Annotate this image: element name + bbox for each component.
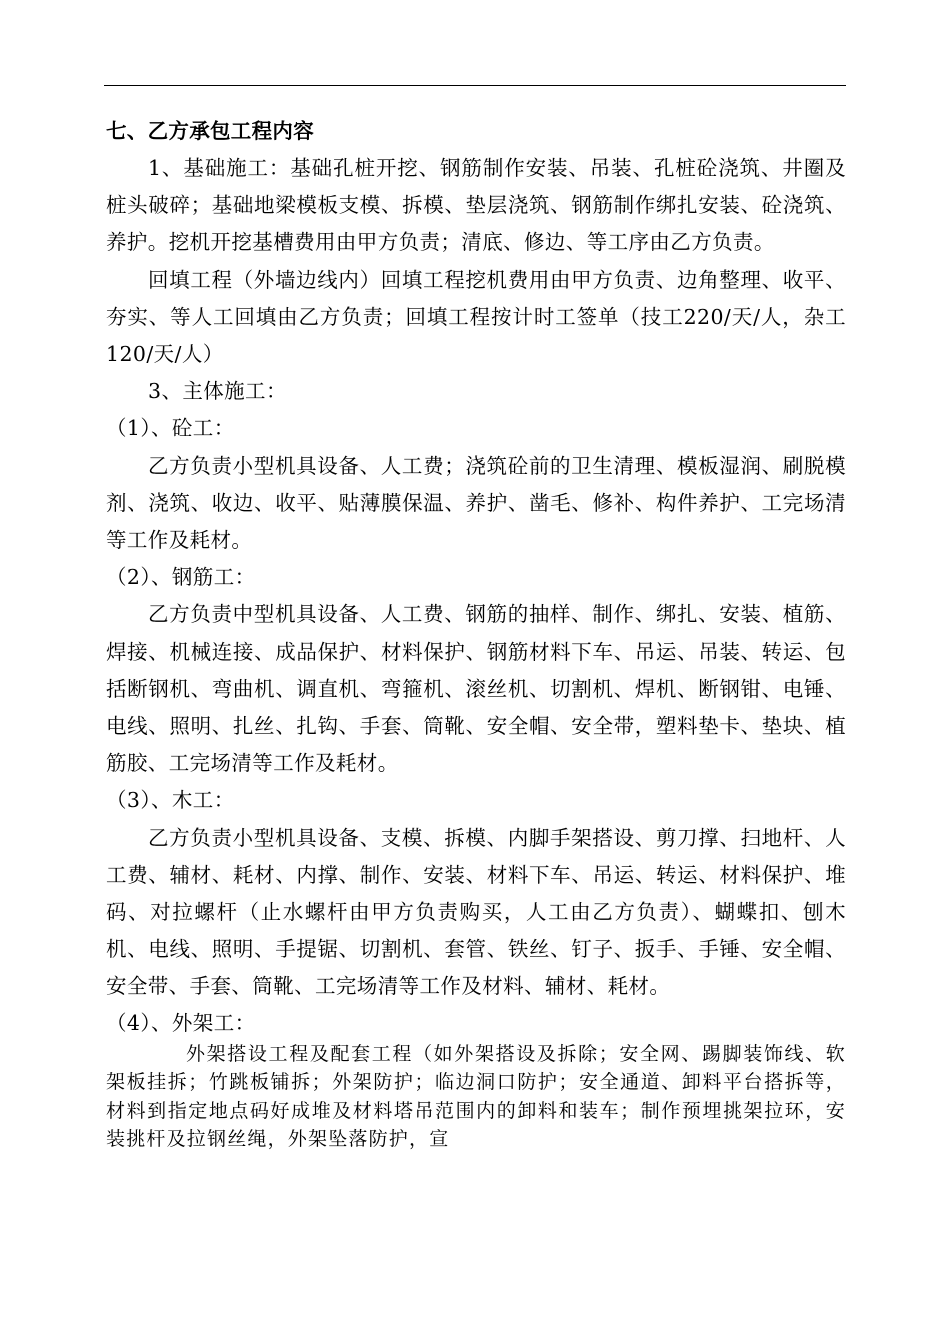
subheading-carpentry: （3）、木工： (106, 788, 235, 813)
section-title: 七、乙方承包工程内容 (106, 119, 314, 143)
paragraph-main-structure: 3、主体施工： (148, 379, 287, 404)
paragraph-scaffolding: 外架搭设工程及配套工程（如外架搭设及拆除；安全网、踢脚装饰线、软架板挂拆；竹跳板铺拆；外架防护；临边洞口防护；安全通道、卸料平台搭拆等，材料到指定地点码好成堆及材料塔吊范围内的卸料和装车；制作预埋挑架拉环，安装挑杆及拉钢丝绳，外架坠落防护，宣 (106, 1042, 846, 1151)
subheading-rebar: （2）、钢筋工： (106, 565, 256, 590)
subheading-scaffolding: （4）、外架工： (106, 1010, 256, 1035)
paragraph-backfill: 回填工程（外墙边线内）回填工程挖机费用由甲方负责、边角整理、收平、夯实、等人工回填由乙方负责；回填工程按计时工签单（技工220/天/人，杂工120/天/人） (106, 267, 846, 367)
paragraph-carpentry: 乙方负责小型机具设备、支模、拆模、内脚手架搭设、剪刀撑、扫地杆、人工费、辅材、耗材、内撑、制作、安装、材料下车、吊运、转运、材料保护、堆码、对拉螺杆（止水螺杆由甲方负责购买，人工由乙方负责）、蝴蝶扣、刨木机、电线、照明、手提锯、切割机、套管、铁丝、钉子、扳手、手锤、安全帽、安全带、手套、筒靴、工完场清等工作及材料、辅材、耗材。 (106, 825, 846, 999)
document-body (106, 112, 846, 1154)
paragraph-rebar: 乙方负责中型机具设备、人工费、钢筋的抽样、制作、绑扎、安装、植筋、焊接、机械连接、成品保护、材料保护、钢筋材料下车、吊运、吊装、转运、包括断钢机、弯曲机、调直机、弯箍机、滚丝机、切割机、焊机、断钢钳、电锤、电线、照明、扎丝、扎钩、手套、筒靴、安全帽、安全带，塑料垫卡、垫块、植筋胶、工完场清等工作及耗材。 (106, 602, 846, 776)
paragraph-foundation: 1、基础施工：基础孔桩开挖、钢筋制作安装、吊装、孔桩砼浇筑、井圈及桩头破碎；基础地梁模板支模、拆模、垫层浇筑、钢筋制作绑扎安装、砼浇筑、养护。挖机开挖基槽费用由甲方负责；清底、修边、等工序由乙方负责。 (106, 156, 846, 255)
subheading-concrete: （1）、砼工： (106, 416, 235, 441)
header-rule (104, 85, 846, 86)
paragraph-concrete: 乙方负责小型机具设备、人工费；浇筑砼前的卫生清理、模板湿润、刷脱模剂、浇筑、收边、收平、贴薄膜保温、养护、凿毛、修补、构件养护、工完场清等工作及耗材。 (106, 453, 846, 553)
